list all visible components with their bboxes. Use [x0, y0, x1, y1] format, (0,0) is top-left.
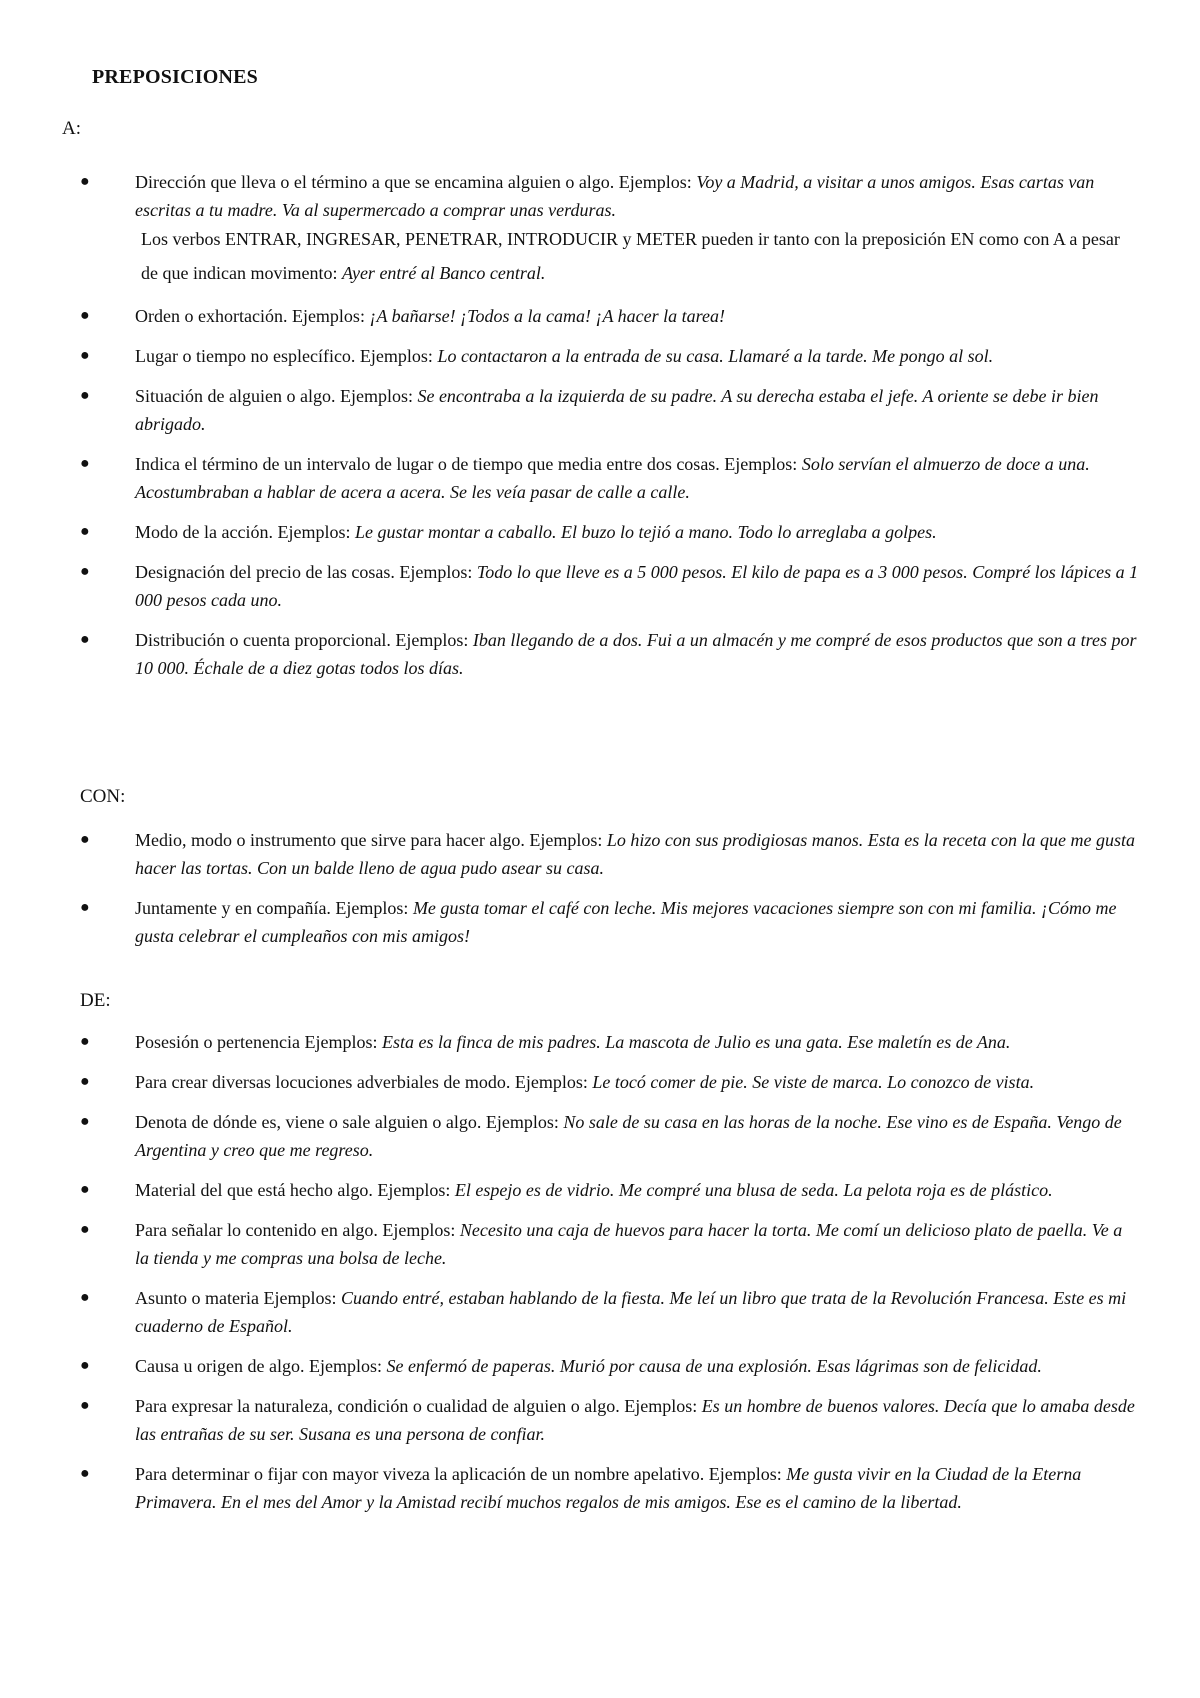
bullet-icon: ●	[80, 831, 90, 848]
list-item	[0, 894, 1200, 950]
bullet-icon: ●	[80, 523, 90, 540]
bullet-icon: ●	[80, 387, 90, 404]
item-examples: Voy a Madrid, a visitar a unos amigos. Esas cartas van escritas a tu madre. Va al supermercado a comprar unas verduras.	[135, 172, 1095, 220]
list-item	[0, 1392, 1200, 1448]
note-example: Ayer entré al Banco central.	[341, 263, 546, 283]
bullet-icon: ●	[80, 899, 90, 916]
list-item	[0, 1068, 1200, 1096]
item-text: Distribución o cuenta proporcional. Ejemplos:	[135, 630, 473, 650]
item-examples: Lo hizo con sus prodigiosas manos. Esta es la receta con la que me gusta hacer las tortas. Con un balde lleno de agua pudo asear su casa.	[135, 830, 1136, 878]
bullet-icon: ●	[80, 563, 90, 580]
item-examples: Necesito una caja de huevos para hacer la torta. Me comí un delicioso plato de paella. Ve a la tienda y me compras una bolsa de leche.	[135, 1220, 1123, 1268]
item-text: Orden o exhortación. Ejemplos:	[135, 306, 370, 326]
item-text: Para expresar la naturaleza, condición o cualidad de alguien o algo. Ejemplos:	[135, 1396, 702, 1416]
item-text: Indica el término de un intervalo de lugar o de tiempo que media entre dos cosas. Ejemplos:	[135, 454, 802, 474]
section-con-list	[0, 826, 1200, 962]
section-heading-de: DE:	[80, 990, 111, 1011]
item-text: Para determinar o fijar con mayor viveza la aplicación de un nombre apelativo. Ejemplos:	[135, 1464, 787, 1484]
item-examples: Todo lo que lleve es a 5 000 pesos. El kilo de papa es a 3 000 pesos. Compré los lápices a 1 000 pesos cada uno.	[135, 562, 1139, 610]
item-examples: Es un hombre de buenos valores. Decía que lo amaba desde las entrañas de su ser. Susana es una persona de confiar.	[135, 1396, 1135, 1444]
bullet-icon: ●	[80, 1033, 90, 1050]
item-text: Para crear diversas locuciones adverbiales de modo. Ejemplos:	[135, 1072, 593, 1092]
item-text: Posesión o pertenencia Ejemplos:	[135, 1032, 382, 1052]
section-de-list	[0, 1028, 1200, 1528]
list-item	[0, 626, 1200, 682]
bullet-icon: ●	[80, 455, 90, 472]
bullet-icon: ●	[80, 1181, 90, 1198]
list-item	[0, 1028, 1200, 1056]
section-heading-a: A:	[62, 118, 81, 139]
item-examples: Le gustar montar a caballo. El buzo lo tejió a mano. Todo lo arreglaba a golpes.	[354, 522, 937, 542]
bullet-icon: ●	[80, 307, 90, 324]
item-text: Medio, modo o instrumento que sirve para hacer algo. Ejemplos:	[135, 830, 607, 850]
list-item	[0, 342, 1200, 370]
bullet-icon: ●	[80, 1289, 90, 1306]
list-item	[0, 558, 1200, 614]
list-item	[0, 168, 1200, 290]
item-examples: Solo servían el almuerzo de doce a una. Acostumbraban a hablar de acera a acera. Se les veía pasar de calle a calle.	[135, 454, 1090, 502]
bullet-icon: ●	[80, 1113, 90, 1130]
item-text: Modo de la acción. Ejemplos:	[135, 522, 355, 542]
item-text: Para señalar lo contenido en algo. Ejemplos:	[135, 1220, 460, 1240]
item-examples: El espejo es de vidrio. Me compré una blusa de seda. La pelota roja es de plástico.	[454, 1180, 1053, 1200]
list-item	[0, 518, 1200, 546]
item-examples: Iban llegando de a dos. Fui a un almacén y me compré de esos productos que son a tres por 10 000. Échale de a diez gotas todos los días.	[135, 630, 1137, 678]
item-text: Asunto o materia Ejemplos:	[135, 1288, 341, 1308]
bullet-icon: ●	[80, 1221, 90, 1238]
item-examples: Lo contactaron a la entrada de su casa. Llamaré a la tarde. Me pongo al sol.	[437, 346, 994, 366]
bullet-icon: ●	[80, 347, 90, 364]
bullet-icon: ●	[80, 1465, 90, 1482]
list-item	[0, 1352, 1200, 1380]
bullet-icon: ●	[80, 173, 90, 190]
item-text: Designación del precio de las cosas. Ejemplos:	[135, 562, 477, 582]
item-examples: Me gusta vivir en la Ciudad de la Eterna Primavera. En el mes del Amor y la Amistad recibí muchos regalos de mis amigos. Ese es el camino de la libertad.	[135, 1464, 1082, 1512]
item-examples: Le tocó comer de pie. Se viste de marca. Lo conozco de vista.	[592, 1072, 1035, 1092]
list-item	[0, 1216, 1200, 1272]
note-text: Los verbos ENTRAR, INGRESAR, PENETRAR, INTRODUCIR y METER pueden ir tanto con la preposición EN como con A a pesar de que indican movimento:	[141, 229, 1120, 283]
list-item	[0, 826, 1200, 882]
item-text: Causa u origen de algo. Ejemplos:	[135, 1356, 387, 1376]
list-item	[0, 382, 1200, 438]
list-item	[0, 1176, 1200, 1204]
list-item	[0, 1460, 1200, 1516]
item-examples: Cuando entré, estaban hablando de la fiesta. Me leí un libro que trata de la Revolución Francesa. Este es mi cuaderno de Español.	[135, 1288, 1127, 1336]
item-note	[135, 222, 1140, 290]
list-item	[0, 1284, 1200, 1340]
section-heading-con: CON:	[80, 786, 126, 807]
bullet-icon: ●	[80, 1073, 90, 1090]
item-text: Denota de dónde es, viene o sale alguien o algo. Ejemplos:	[135, 1112, 564, 1132]
bullet-icon: ●	[80, 1397, 90, 1414]
item-examples: Me gusta tomar el café con leche. Mis mejores vacaciones siempre son con mi familia. ¡Cómo me gusta celebrar el cumpleaños con mis amigos!	[135, 898, 1117, 946]
bullet-icon: ●	[80, 1357, 90, 1374]
item-examples: ¡A bañarse! ¡Todos a la cama! ¡A hacer la tarea!	[369, 306, 725, 326]
item-text: Situación de alguien o algo. Ejemplos:	[135, 386, 418, 406]
item-text: Dirección que lleva o el término a que se encamina alguien o algo. Ejemplos:	[135, 172, 697, 192]
item-text: Material del que está hecho algo. Ejemplos:	[135, 1180, 455, 1200]
page-title: PREPOSICIONES	[92, 66, 258, 88]
item-examples: Se encontraba a la izquierda de su padre. A su derecha estaba el jefe. A oriente se debe ir bien abrigado.	[135, 386, 1099, 434]
list-item	[0, 1108, 1200, 1164]
section-a-list	[0, 168, 1200, 694]
item-examples: Esta es la finca de mis padres. La mascota de Julio es una gata. Ese maletín es de Ana.	[381, 1032, 1011, 1052]
bullet-icon: ●	[80, 631, 90, 648]
item-examples: No sale de su casa en las horas de la noche. Ese vino es de España. Vengo de Argentina y creo que me regreso.	[135, 1112, 1122, 1160]
list-item	[0, 302, 1200, 330]
item-text: Juntamente y en compañía. Ejemplos:	[135, 898, 413, 918]
list-item	[0, 450, 1200, 506]
item-examples: Se enfermó de paperas. Murió por causa de una explosión. Esas lágrimas son de felicidad.	[386, 1356, 1042, 1376]
item-text: Lugar o tiempo no esplecífico. Ejemplos:	[135, 346, 438, 366]
